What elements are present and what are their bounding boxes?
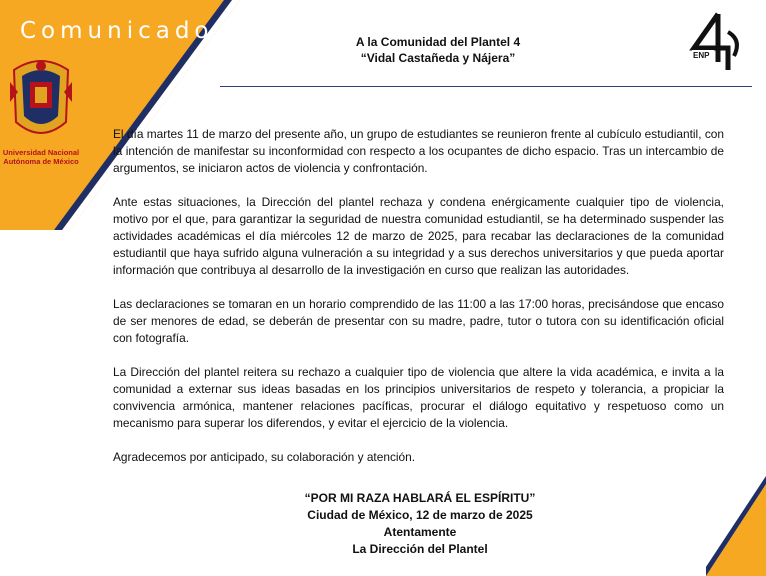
seal-caption-line2: Autónoma de México — [3, 157, 79, 166]
motto: “POR MI RAZA HABLARÁ EL ESPÍRITU” — [304, 491, 536, 505]
paragraph-2: Ante estas situaciones, la Dirección del plantel rechaza y condena enérgicamente cualquier tipo de violencia, motivo por el que, para garantizar la seguridad de nuestra comunidad estudiantil, se ha determinado suspender las actividades académicas el día miércoles 12 de marzo de 2025, para recabar las declaraciones de la comunidad estudiantil que haya sufrido alguna vulneración a su integridad y a sus derechos universitarios y que pueda aportar información que contribuya al desarrollo de la investigación en curso que realizan las autoridades. — [113, 195, 724, 277]
signature: La Dirección del Plantel — [352, 542, 488, 556]
seal-caption-line1: Universidad Nacional — [2, 148, 80, 157]
letter-header — [318, 34, 558, 66]
school-seal-icon — [6, 52, 76, 144]
regards: Atentamente — [383, 525, 457, 539]
paragraph-4: La Dirección del plantel reitera su rechazo a cualquier tipo de violencia que altere la vida académica, e invita a la comunidad a externar sus ideas basadas en los principios universitarios de respeto y tolerancia, a propiciar la convivencia armónica, mantener relaciones pacíficas, procurar el diálogo equitativo y respetuoso como un mecanismo para superar los diferendos, y evitar el ejercicio de la violencia. — [113, 365, 724, 430]
enp-4-logo-icon — [688, 12, 744, 72]
letter-body — [113, 126, 724, 483]
paragraph-5: Agradecemos por anticipado, su colaboración y atención. — [113, 450, 416, 464]
seal-caption — [2, 148, 80, 166]
place-date: Ciudad de México, 12 de marzo de 2025 — [307, 508, 533, 522]
paragraph-3: Las declaraciones se tomaran en un horario comprendido de las 11:00 a las 17:00 horas, precisándose que encaso de ser menores de edad, se deberán de presentar con su madre, padre, tutor o tutora con su identificación oficial con fotografía. — [113, 297, 724, 345]
banner-title: Comunicado — [20, 18, 214, 44]
header-divider — [220, 86, 752, 87]
paragraph-1: El día martes 11 de marzo del presente año, un grupo de estudiantes se reunieron frente al cubículo estudiantil, con la intención de manifestar su inconformidad con respecto a los ocupantes de dicho espacio. Tras un intercambio de argumentos, se iniciaron actos de violencia y confrontación. — [113, 127, 724, 175]
addressee-line: A la Comunidad del Plantel 4 — [355, 35, 521, 49]
letter-closing — [270, 490, 570, 558]
corner-decoration-bottom-right — [706, 476, 766, 576]
svg-text:ENP: ENP — [693, 51, 710, 60]
school-name: “Vidal Castañeda y Nájera” — [360, 51, 516, 65]
